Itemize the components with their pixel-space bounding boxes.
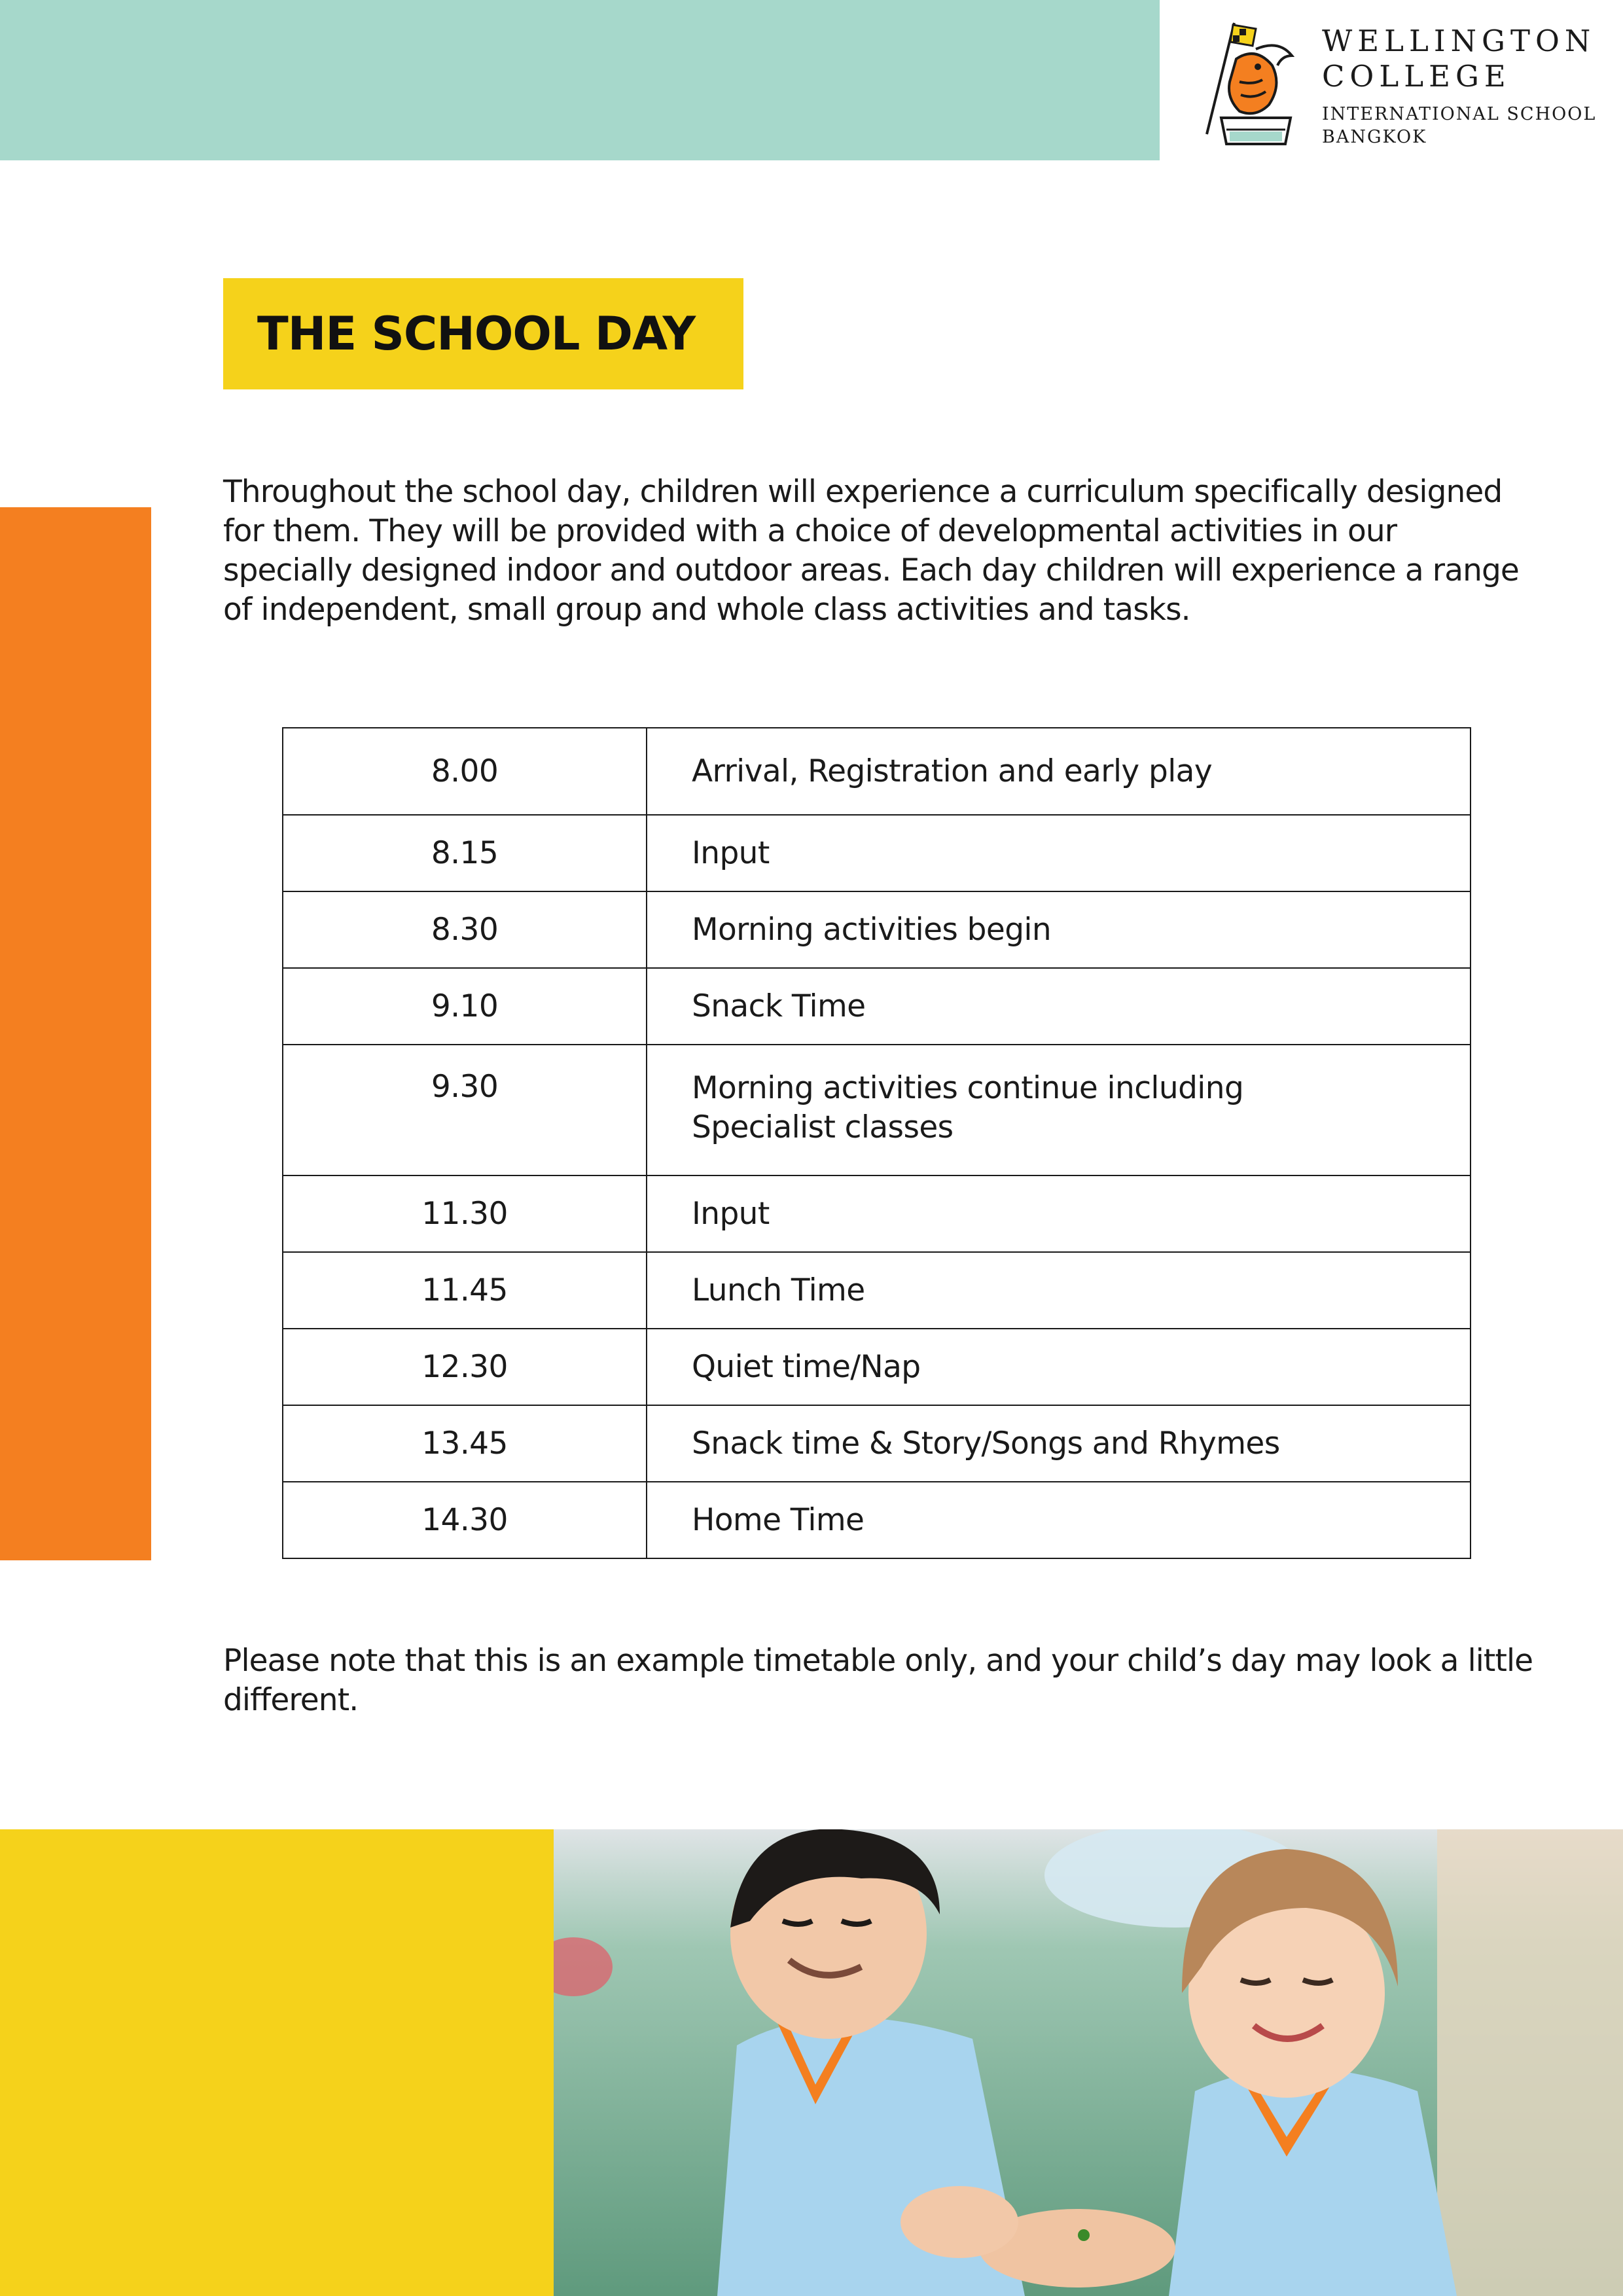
timetable <box>282 727 1471 1559</box>
intro-line: of independent, small group and whole class activities and tasks. <box>223 592 1190 628</box>
table-row <box>283 1045 1471 1175</box>
table-row <box>283 1405 1471 1482</box>
time-cell: 9.10 <box>283 968 647 1045</box>
yellow-footer-block <box>0 1829 554 2296</box>
logo-line-2: COLLEGE <box>1322 59 1511 94</box>
time-cell: 12.30 <box>283 1329 647 1405</box>
activity-line: Morning activities continue including <box>692 1070 1244 1106</box>
page-title-box <box>223 278 743 389</box>
intro-line: for them. They will be provided with a choice of developmental activities in our <box>223 513 1397 549</box>
activity-cell: Arrival, Registration and early play <box>647 728 1471 815</box>
activity-cell: Snack Time <box>647 968 1471 1045</box>
logo-line-3: INTERNATIONAL SCHOOL <box>1322 104 1597 124</box>
time-cell: 11.30 <box>283 1175 647 1252</box>
table-row <box>283 968 1471 1045</box>
table-row <box>283 815 1471 891</box>
orange-side-band <box>0 507 151 1560</box>
table-row <box>283 1252 1471 1329</box>
school-logo <box>1194 14 1613 152</box>
activity-cell: Home Time <box>647 1482 1471 1558</box>
note-line: different. <box>223 1682 359 1718</box>
table-row <box>283 1482 1471 1558</box>
intro-line: specially designed indoor and outdoor areas. Each day children will experience a range <box>223 552 1519 588</box>
activity-cell: Input <box>647 815 1471 891</box>
activity-cell: Input <box>647 1175 1471 1252</box>
logo-line-4: BANGKOK <box>1322 127 1427 147</box>
intro-line: Throughout the school day, children will experience a curriculum specifically designed <box>223 474 1503 510</box>
school-crest-icon <box>1194 20 1305 151</box>
activity-cell: Lunch Time <box>647 1252 1471 1329</box>
time-cell: 8.00 <box>283 728 647 815</box>
children-photo <box>554 1829 1623 2296</box>
table-row <box>283 1329 1471 1405</box>
time-cell: 14.30 <box>283 1482 647 1558</box>
note-paragraph <box>223 1641 1584 1720</box>
intro-paragraph <box>223 473 1584 630</box>
note-line: Please note that this is an example timetable only, and your child’s day may look a little <box>223 1643 1533 1679</box>
table-row <box>283 891 1471 968</box>
time-cell: 9.30 <box>283 1045 647 1175</box>
logo-line-1: WELLINGTON <box>1322 24 1596 58</box>
activity-cell <box>647 1045 1471 1175</box>
table-row <box>283 1175 1471 1252</box>
table-row <box>283 728 1471 815</box>
time-cell: 8.15 <box>283 815 647 891</box>
time-cell: 8.30 <box>283 891 647 968</box>
time-cell: 11.45 <box>283 1252 647 1329</box>
time-cell: 13.45 <box>283 1405 647 1482</box>
activity-line: Specialist classes <box>692 1109 954 1145</box>
activity-cell: Morning activities begin <box>647 891 1471 968</box>
children-photo-image <box>554 1829 1623 2296</box>
activity-cell: Quiet time/Nap <box>647 1329 1471 1405</box>
activity-cell: Snack time & Story/Songs and Rhymes <box>647 1405 1471 1482</box>
page-title: THE SCHOOL DAY <box>257 307 696 361</box>
mint-header-band <box>0 0 1160 160</box>
